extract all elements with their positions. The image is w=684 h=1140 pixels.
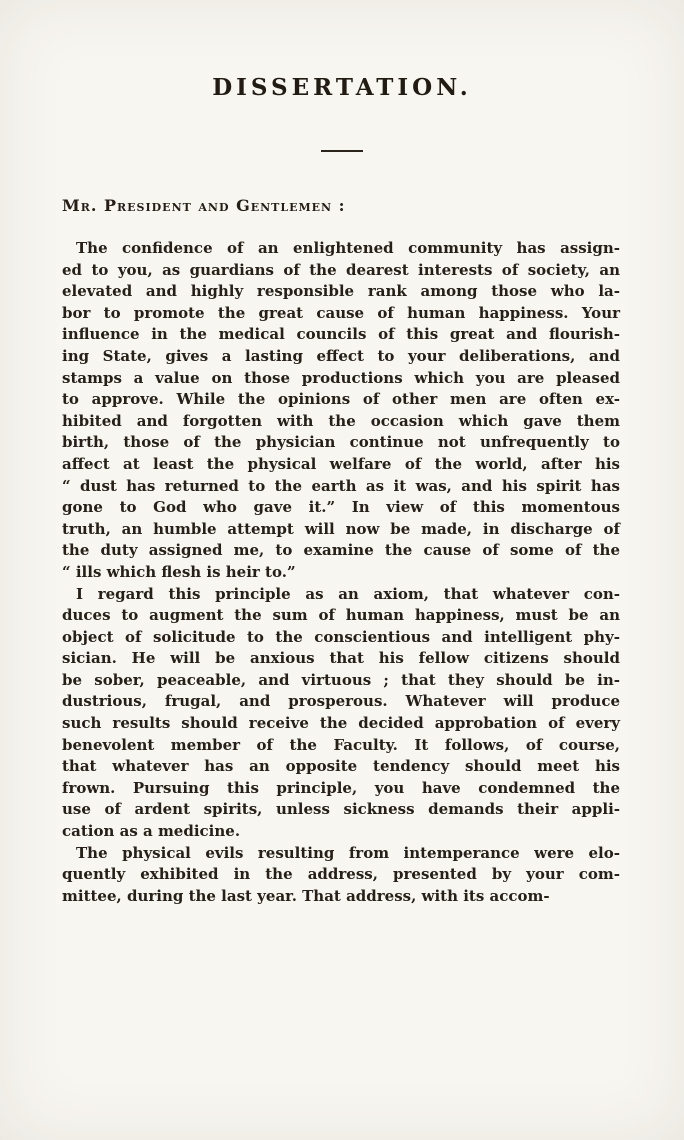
- text-line: cation as a medicine.: [62, 822, 241, 841]
- text-line: hibited and forgotten with the occasion which gave them: [62, 411, 620, 430]
- paragraph-1: [62, 238, 620, 584]
- text-line: duces to augment the sum of human happiness, must be an: [62, 606, 620, 625]
- text-line: “ ills which flesh is heir to.”: [62, 562, 296, 581]
- title-divider: [321, 150, 363, 152]
- text-line: such results should receive the decided approbation of every: [62, 714, 620, 733]
- page-title: DISSERTATION.: [212, 74, 472, 101]
- text-line: quently exhibited in the address, presented by your com-: [62, 865, 620, 884]
- text-line: to approve. While the opinions of other men are often ex-: [62, 390, 620, 409]
- text-line: object of solicitude to the conscientious and intelligent phy-: [62, 627, 620, 646]
- text-line: sician. He will be anxious that his fellow citizens should: [62, 649, 620, 668]
- text-line: stamps a value on those productions which you are pleased: [62, 368, 620, 387]
- text-line: truth, an humble attempt will now be made, in discharge of: [62, 519, 620, 538]
- text-line: the duty assigned me, to examine the cause of some of the: [62, 541, 620, 560]
- text-line: dustrious, frugal, and prosperous. Whatever will produce: [62, 692, 620, 711]
- text-line: frown. Pursuing this principle, you have condemned the: [62, 778, 620, 797]
- text-line: ed to you, as guardians of the dearest interests of society, an: [62, 260, 620, 279]
- text-line: I regard this principle as an axiom, that whatever con-: [76, 584, 620, 603]
- text-line: bor to promote the great cause of human happiness. Your: [62, 303, 620, 322]
- document-body: [62, 238, 620, 907]
- paragraph-3: [62, 843, 620, 908]
- text-line: use of ardent spirits, unless sickness demands their appli-: [62, 800, 620, 819]
- text-line: elevated and highly responsible rank among those who la-: [62, 282, 620, 301]
- text-line: mittee, during the last year. That address, with its accom-: [62, 886, 550, 905]
- text-line: benevolent member of the Faculty. It follows, of course,: [62, 735, 620, 754]
- text-line: birth, those of the physician continue not unfrequently to: [62, 433, 620, 452]
- text-line: “ dust has returned to the earth as it was, and his spirit has: [62, 476, 620, 495]
- text-line: affect at least the physical welfare of the world, after his: [62, 454, 620, 473]
- text-line: influence in the medical councils of this great and flourish-: [62, 325, 620, 344]
- text-line: gone to God who gave it.” In view of this momentous: [62, 498, 620, 517]
- text-line: be sober, peaceable, and virtuous ; that they should be in-: [62, 670, 620, 689]
- paragraph-2: [62, 584, 620, 843]
- text-line: The physical evils resulting from intemperance were elo-: [76, 843, 620, 862]
- text-line: ing State, gives a lasting effect to your deliberations, and: [62, 346, 620, 365]
- salutation: Mr. President and Gentlemen :: [62, 196, 346, 215]
- text-line: that whatever has an opposite tendency should meet his: [62, 757, 620, 776]
- text-line: The confidence of an enlightened community has assign-: [76, 239, 620, 257]
